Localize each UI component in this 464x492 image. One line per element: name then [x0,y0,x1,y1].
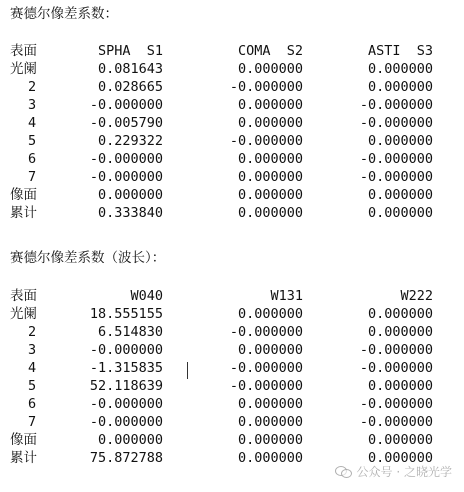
row-surface-label: 光阑 [10,61,37,77]
row-value-2: 0.000000 [237,414,303,430]
row-value-2: -0.000000 [229,360,303,376]
table-row [10,132,450,150]
row-value-1: -0.000000 [89,342,163,358]
row-value-2: 0.000000 [237,396,303,412]
header-surface: 表面 [10,288,37,304]
row-value-1: 0.081643 [97,61,163,77]
row-value-1: -0.000000 [89,396,163,412]
header-w040: W040 [130,288,163,304]
table-row [10,168,450,186]
row-value-3: 0.000000 [367,205,433,221]
row-value-3: 0.000000 [367,306,433,322]
row-value-3: 0.000000 [367,79,433,95]
row-value-1: 0.333840 [97,205,163,221]
row-value-1: -0.000000 [89,169,163,185]
table-row [10,204,450,222]
row-value-3: 0.000000 [367,378,433,394]
row-surface-label: 6 [28,151,37,167]
row-value-2: 0.000000 [237,205,303,221]
row-value-1: 52.118639 [89,378,163,394]
row-surface-label: 累计 [10,450,37,466]
row-surface-label: 7 [28,169,37,185]
row-value-3: 0.000000 [367,61,433,77]
row-value-2: 0.000000 [237,432,303,448]
row-surface-label: 2 [28,79,37,95]
table-row [10,359,450,377]
section2-title: 赛德尔像差系数（波长）： [10,250,166,266]
row-value-1: -0.000000 [89,151,163,167]
row-value-2: 0.000000 [237,151,303,167]
row-surface-label: 4 [28,360,37,376]
row-surface-label: 像面 [10,432,37,448]
row-value-3: -0.000000 [359,169,433,185]
row-value-3: 0.000000 [367,324,433,340]
row-value-1: 0.000000 [97,187,163,203]
row-value-1: 0.000000 [97,432,163,448]
row-surface-label: 6 [28,396,37,412]
header-w222: W222 [400,288,433,304]
row-surface-label: 光阑 [10,306,37,322]
header-asti: ASTI S3 [367,43,433,59]
row-value-2: 0.000000 [237,61,303,77]
row-surface-label: 3 [28,342,37,358]
table-row [10,377,450,395]
row-value-3: -0.000000 [359,151,433,167]
row-value-2: -0.000000 [229,378,303,394]
row-value-1: -1.315835 [89,360,163,376]
row-surface-label: 7 [28,414,37,430]
header-surface: 表面 [10,43,37,59]
row-value-1: -0.005790 [89,115,163,131]
row-surface-label: 像面 [10,187,37,203]
row-value-2: 0.000000 [237,97,303,113]
row-value-3: 0.000000 [367,432,433,448]
table-row [10,341,450,359]
row-value-3: -0.000000 [359,97,433,113]
section1-header-row [10,42,450,60]
table-row [10,395,450,413]
row-value-2: -0.000000 [229,133,303,149]
table-row [10,96,450,114]
row-value-1: 0.229322 [97,133,163,149]
row-value-3: -0.000000 [359,360,433,376]
header-w131: W131 [270,288,303,304]
text-cursor [187,362,188,379]
row-value-3: -0.000000 [359,115,433,131]
row-surface-label: 5 [28,133,37,149]
table-row [10,323,450,341]
table-row [10,305,450,323]
row-surface-label: 2 [28,324,37,340]
row-value-2: 0.000000 [237,306,303,322]
row-value-1: 0.028665 [97,79,163,95]
row-surface-label: 累计 [10,205,37,221]
table-row [10,150,450,168]
row-value-3: -0.000000 [359,414,433,430]
row-value-3: 0.000000 [367,187,433,203]
table-row [10,60,450,78]
row-surface-label: 5 [28,378,37,394]
table-row [10,413,450,431]
row-surface-label: 4 [28,115,37,131]
watermark-text: 公众号 · 之晓光学 [356,465,452,479]
table-row [10,114,450,132]
watermark [335,463,452,480]
row-value-2: -0.000000 [229,79,303,95]
row-value-1: 75.872788 [89,450,163,466]
row-value-2: 0.000000 [237,342,303,358]
section2-header-row [10,287,450,305]
row-value-1: 18.555155 [89,306,163,322]
table-row [10,431,450,449]
wechat-icon [335,465,353,479]
row-value-2: -0.000000 [229,324,303,340]
table-row [10,186,450,204]
row-value-1: -0.000000 [89,414,163,430]
section1-title: 赛德尔像差系数： [10,6,118,22]
row-value-1: -0.000000 [89,97,163,113]
row-value-3: -0.000000 [359,396,433,412]
row-value-3: -0.000000 [359,342,433,358]
row-value-3: 0.000000 [367,133,433,149]
row-value-2: 0.000000 [237,187,303,203]
row-value-3: 0.000000 [367,450,433,466]
row-value-2: 0.000000 [237,169,303,185]
header-spha: SPHA S1 [97,43,163,59]
header-coma: COMA S2 [237,43,303,59]
row-surface-label: 3 [28,97,37,113]
table-row [10,78,450,96]
row-value-2: 0.000000 [237,450,303,466]
row-value-2: 0.000000 [237,115,303,131]
row-value-1: 6.514830 [97,324,163,340]
